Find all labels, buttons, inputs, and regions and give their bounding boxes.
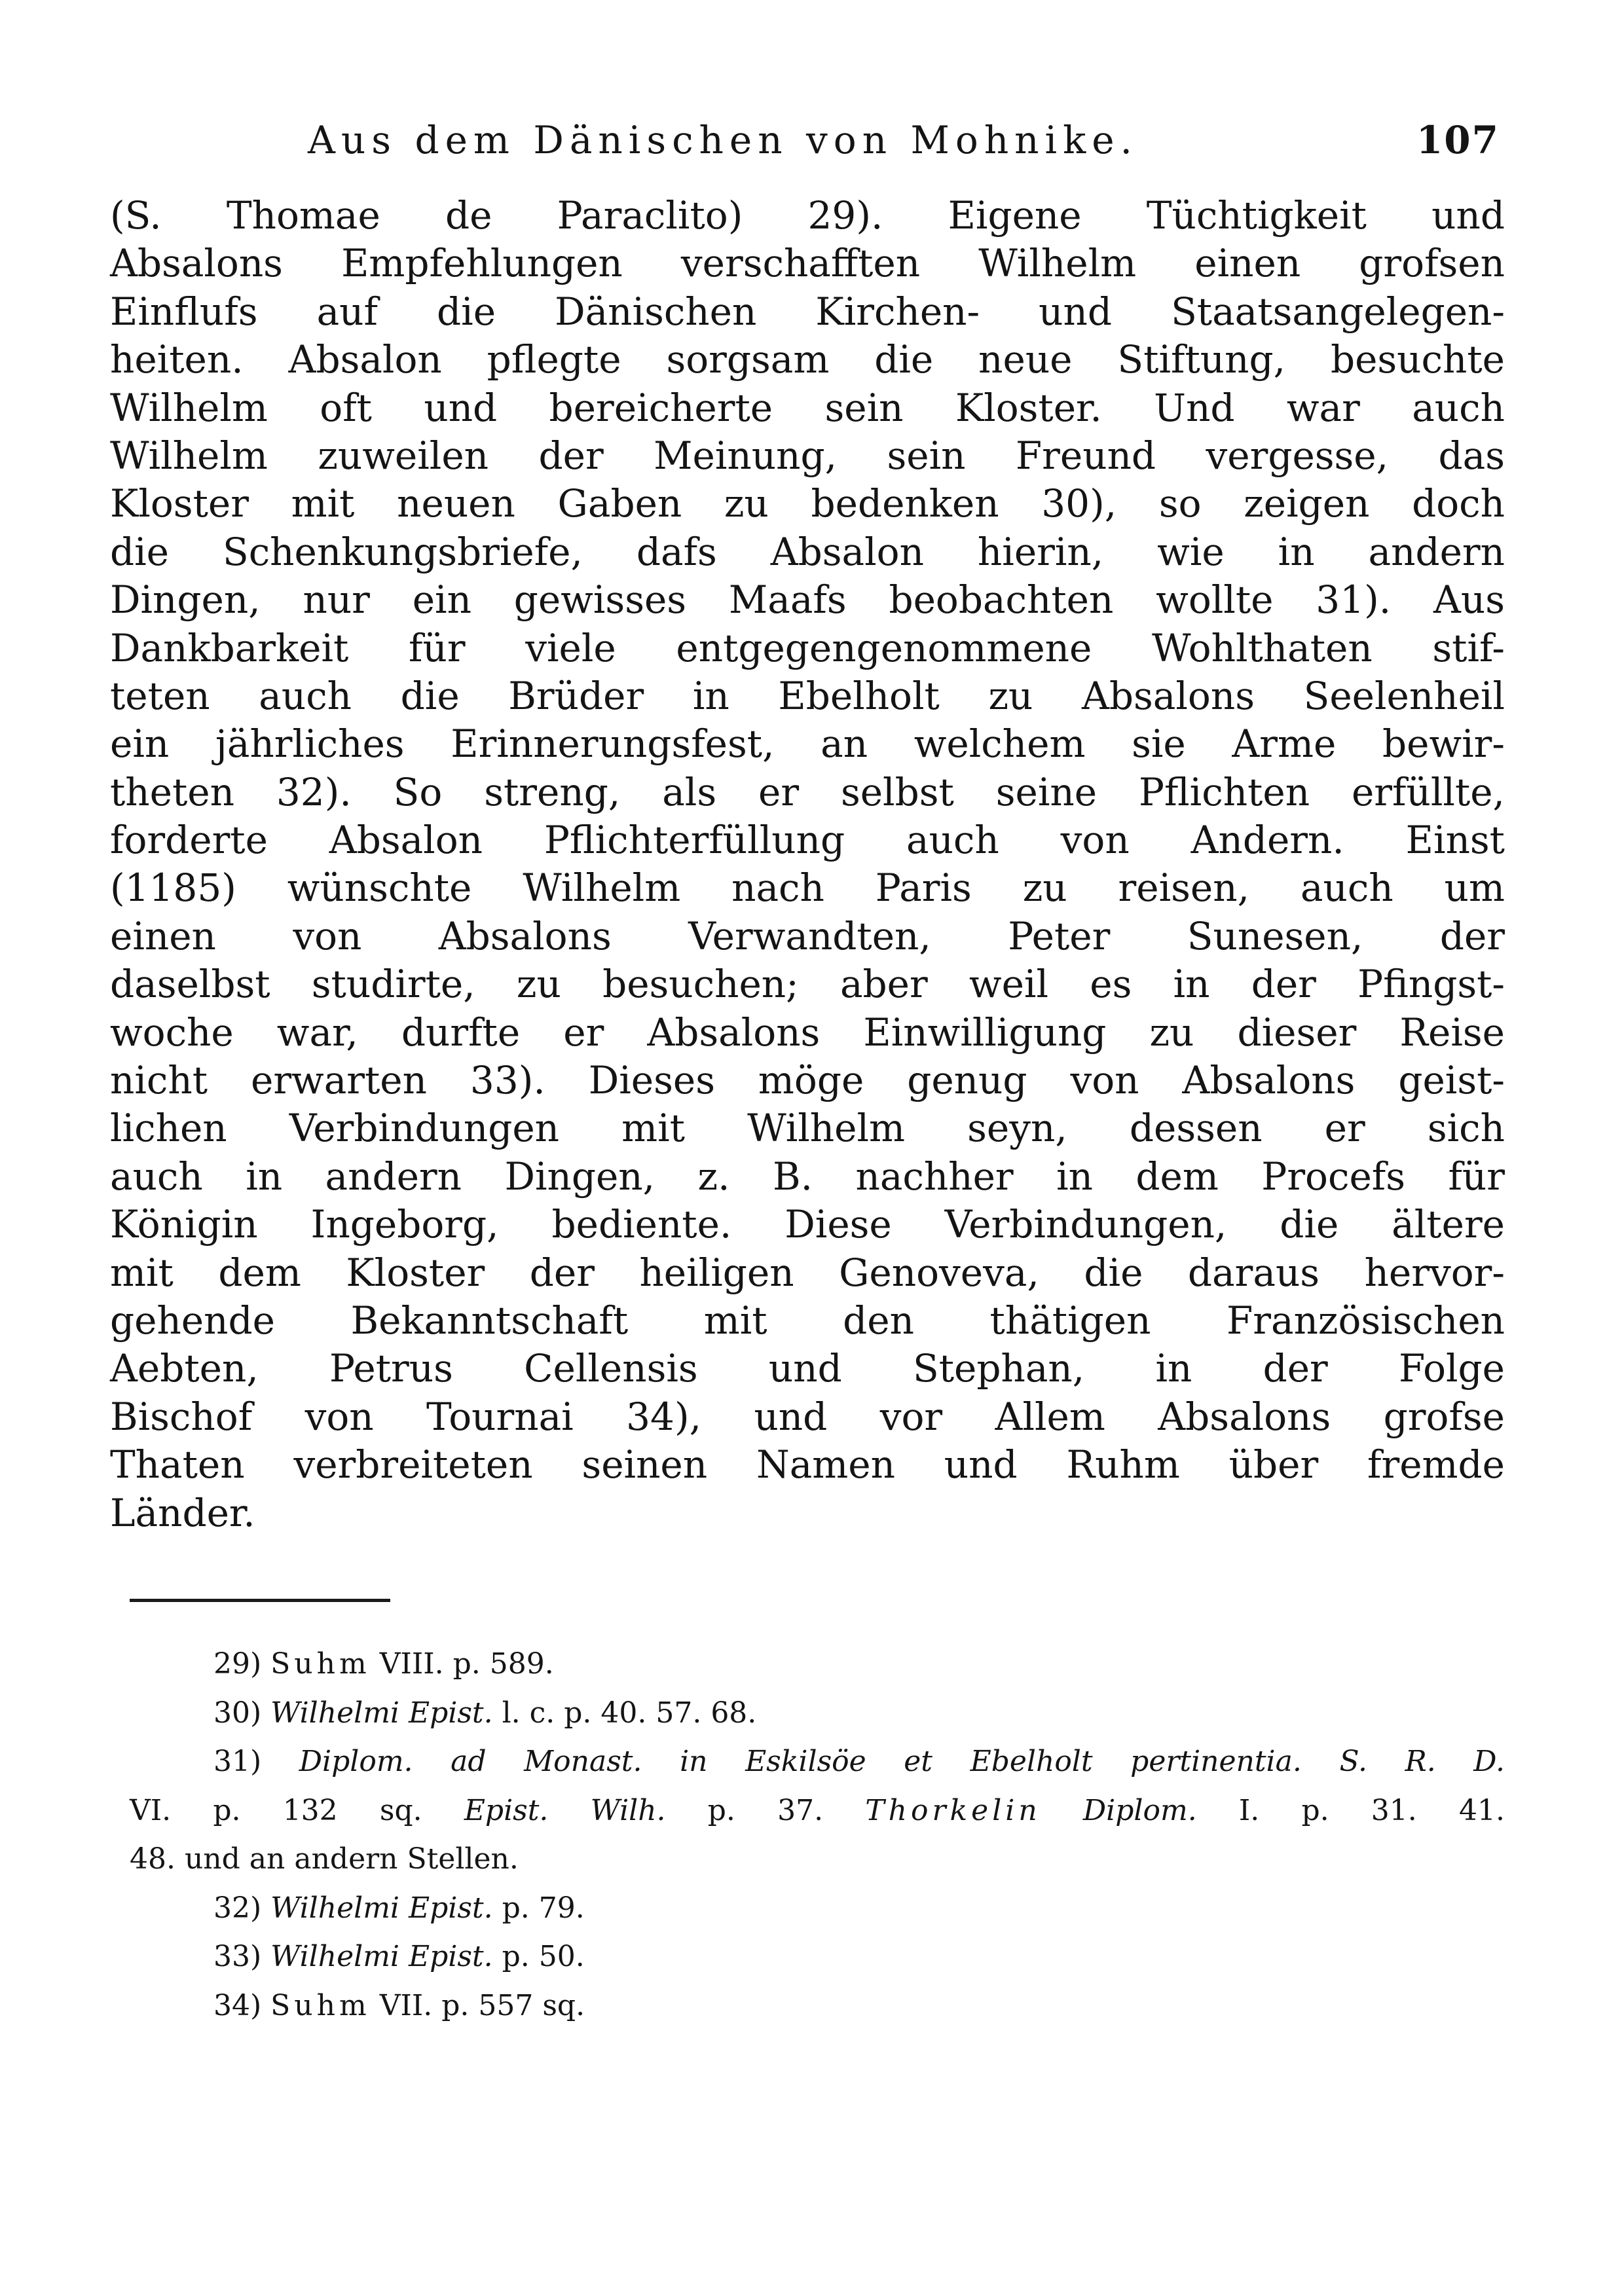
text-line: forderte Absalon Pflichterfüllung auch von Andern. Einst [110,818,1505,863]
footnote-text: I. p. 31. 41. [1238,1793,1505,1827]
footnote-33 [130,1933,1505,1982]
footnote-work: Wilhelmi Epist. [270,1696,493,1730]
text-line: Dingen, nur ein gewisses Maafs beobachten wollte 31). Aus [110,577,1505,623]
footnote-31-line-1 [130,1738,1505,1787]
footnote-rule [130,1599,390,1602]
footnote-number: 29) [213,1647,262,1681]
text-line: Dankbarkeit für viele entgegengenommene Wohlthaten stif- [110,625,1505,670]
footnote-text: VIII. p. 589. [379,1647,554,1681]
text-line: (1185) wünschte Wilhelm nach Paris zu reisen, auch um [110,866,1505,911]
text-line: gehende Bekanntschaft mit den thätigen Französischen [110,1298,1505,1343]
footnote-author: Suhm [270,1988,371,2022]
text-line: Thaten verbreiteten seinen Namen und Ruhm über fremde [110,1442,1505,1487]
footnote-work: Diplom. [1082,1793,1197,1827]
text-line: (S. Thomae de Paraclito) 29). Eigene Tüchtigkeit und [110,193,1505,238]
text-line: die Schenkungsbriefe, dafs Absalon hierin, wie in andern [110,529,1505,574]
footnote-text: p. 37. [707,1793,824,1827]
footnote-number: 34) [213,1988,262,2022]
footnote-text: l. c. p. 40. 57. 68. [502,1696,757,1730]
footnote-number: 30) [213,1696,262,1730]
footnote-32 [130,1884,1505,1933]
body-text [110,192,1505,1537]
text-line: woche war, durfte er Absalons Einwilligung zu dieser Reise [110,1010,1505,1055]
text-line: Wilhelm oft und bereicherte sein Kloster. Und war auch [110,385,1505,430]
footnote-31-line-3 [130,1835,1505,1884]
footnote-text: VI. p. 132 sq. [130,1793,422,1827]
footnote-work: Wilhelmi Epist. [270,1940,493,1973]
footnote-number: 32) [213,1891,262,1925]
footnote-text: p. 79. [502,1891,585,1925]
text-line: nicht erwarten 33). Dieses möge genug von Absalons geist- [110,1058,1505,1103]
text-line: mit dem Kloster der heiligen Genoveva, die daraus hervor- [110,1250,1505,1295]
footnote-author: Suhm [270,1647,371,1681]
running-head [308,118,1500,177]
footnote-work: Wilhelmi Epist. [270,1891,493,1925]
text-line: einen von Absalons Verwandten, Peter Sunesen, der [110,913,1505,958]
text-line: Länder. [110,1490,255,1535]
text-line: theten 32). So streng, als er selbst seine Pflichten erfüllte, [110,769,1505,814]
text-line: Einflufs auf die Dänischen Kirchen- und Staatsangelegen- [110,289,1505,334]
text-line: lichen Verbindungen mit Wilhelm seyn, dessen er sich [110,1106,1505,1151]
text-line: daselbst studirte, zu besuchen; aber weil es in der Pfingst- [110,962,1505,1007]
running-title: Aus dem Dänischen von Mohnike. [308,118,1138,162]
text-line: auch in andern Dingen, z. B. nachher in dem Procefs für [110,1154,1505,1199]
text-line: heiten. Absalon pflegte sorgsam die neue Stiftung, besuchte [110,337,1505,382]
text-line: Königin Ingeborg, bediente. Diese Verbindungen, die ältere [110,1202,1505,1247]
footnote-number: 33) [213,1940,262,1973]
footnote-text: 48. und an andern Stellen. [130,1842,519,1876]
footnote-number: 31) [213,1745,262,1778]
text-line: Absalons Empfehlungen verschafften Wilhelm einen grofsen [110,241,1505,286]
text-line: Wilhelm zuweilen der Meinung, sein Freund vergesse, das [110,433,1505,478]
text-line: Kloster mit neuen Gaben zu bedenken 30), so zeigen doch [110,481,1505,526]
footnote-work: Diplom. ad Monast. in Eskilsöe et Ebelholt pertinentia. [299,1745,1302,1778]
footnote-work: Epist. Wilh. [464,1793,666,1827]
text-line: ein jährliches Erinnerungsfest, an welchem sie Arme bewir- [110,721,1505,767]
footnote-text: VII. p. 557 sq. [379,1988,585,2022]
footnote-34 [130,1982,1505,2031]
text-line: teten auch die Brüder in Ebelholt zu Absalons Seelenheil [110,673,1505,718]
footnote-author: Thorkelin [865,1793,1041,1827]
footnote-29 [130,1640,1505,1689]
page-number: 107 [1416,118,1500,162]
footnote-text: p. 50. [502,1940,585,1973]
footnote-abbreviation: S. R. D. [1339,1745,1505,1778]
text-line: Aebten, Petrus Cellensis und Stephan, in der Folge [110,1346,1505,1391]
footnote-30 [130,1689,1505,1738]
footnotes [130,1640,1505,2030]
text-line: Bischof von Tournai 34), und vor Allem Absalons grofse [110,1394,1505,1439]
footnote-31-line-2 [130,1787,1505,1836]
